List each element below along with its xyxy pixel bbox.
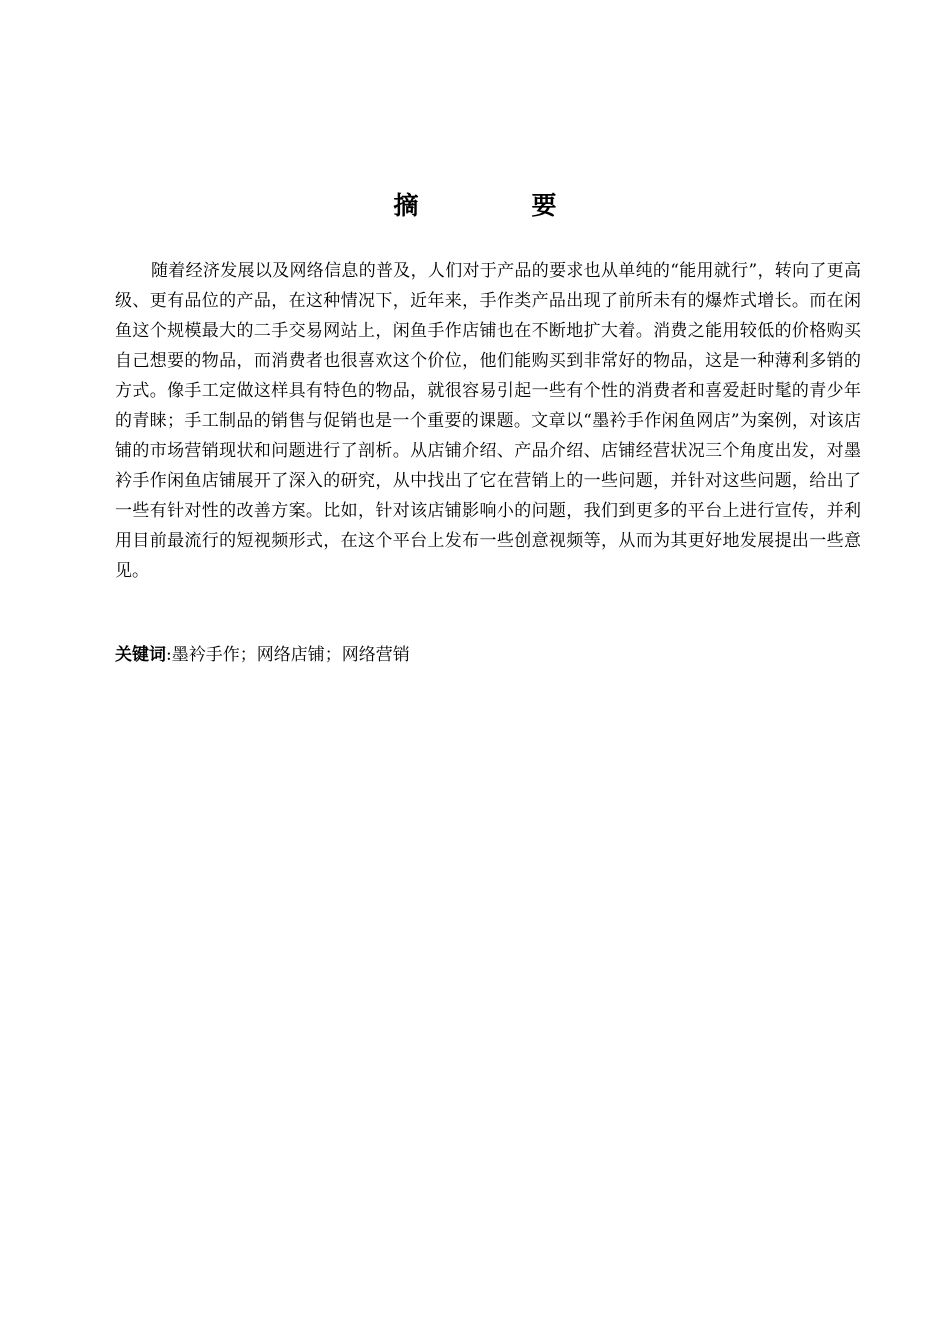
keywords-separator: : — [166, 645, 172, 665]
keywords-line — [115, 640, 861, 670]
abstract-title: 摘 要 — [393, 191, 601, 220]
abstract-body: 随着经济发展以及网络信息的普及，人们对于产品的要求也从单纯的“能用就行”，转向了更高级、更有品位的产品，在这种情况下，近年来，手作类产品出现了前所未有的爆炸式增长。而在闲鱼这个规模最大的二手交易网站上，闲鱼手作店铺也在不断地扩大着。消费之能用较低的价格购买自己想要的物品，而消费者也很喜欢这个价位，他们能购买到非常好的物品，这是一种薄利多销的方式。像手工定做这样具有特色的物品，就很容易引起一些有个性的消费者和喜爱赶时髦的青少年的青睐；手工制品的销售与促销也是一个重要的课题。文章以“墨衿手作闲鱼网店”为案例，对该店铺的市场营销现状和问题进行了剖析。从店铺介绍、产品介绍、店铺经营状况三个角度出发，对墨衿手作闲鱼店铺展开了深入的研究，从中找出了它在营销上的一些问题，并针对这些问题，给出了一些有针对性的改善方案。比如，针对该店铺影响小的问题，我们到更多的平台上进行宣传，并利用目前最流行的短视频形式，在这个平台上发布一些创意视频等，从而为其更好地发展提出一些意见。 — [115, 261, 861, 581]
keywords-text: 墨衿手作；网络店铺；网络营销 — [171, 645, 410, 665]
keywords-label: 关键词 — [115, 645, 166, 665]
